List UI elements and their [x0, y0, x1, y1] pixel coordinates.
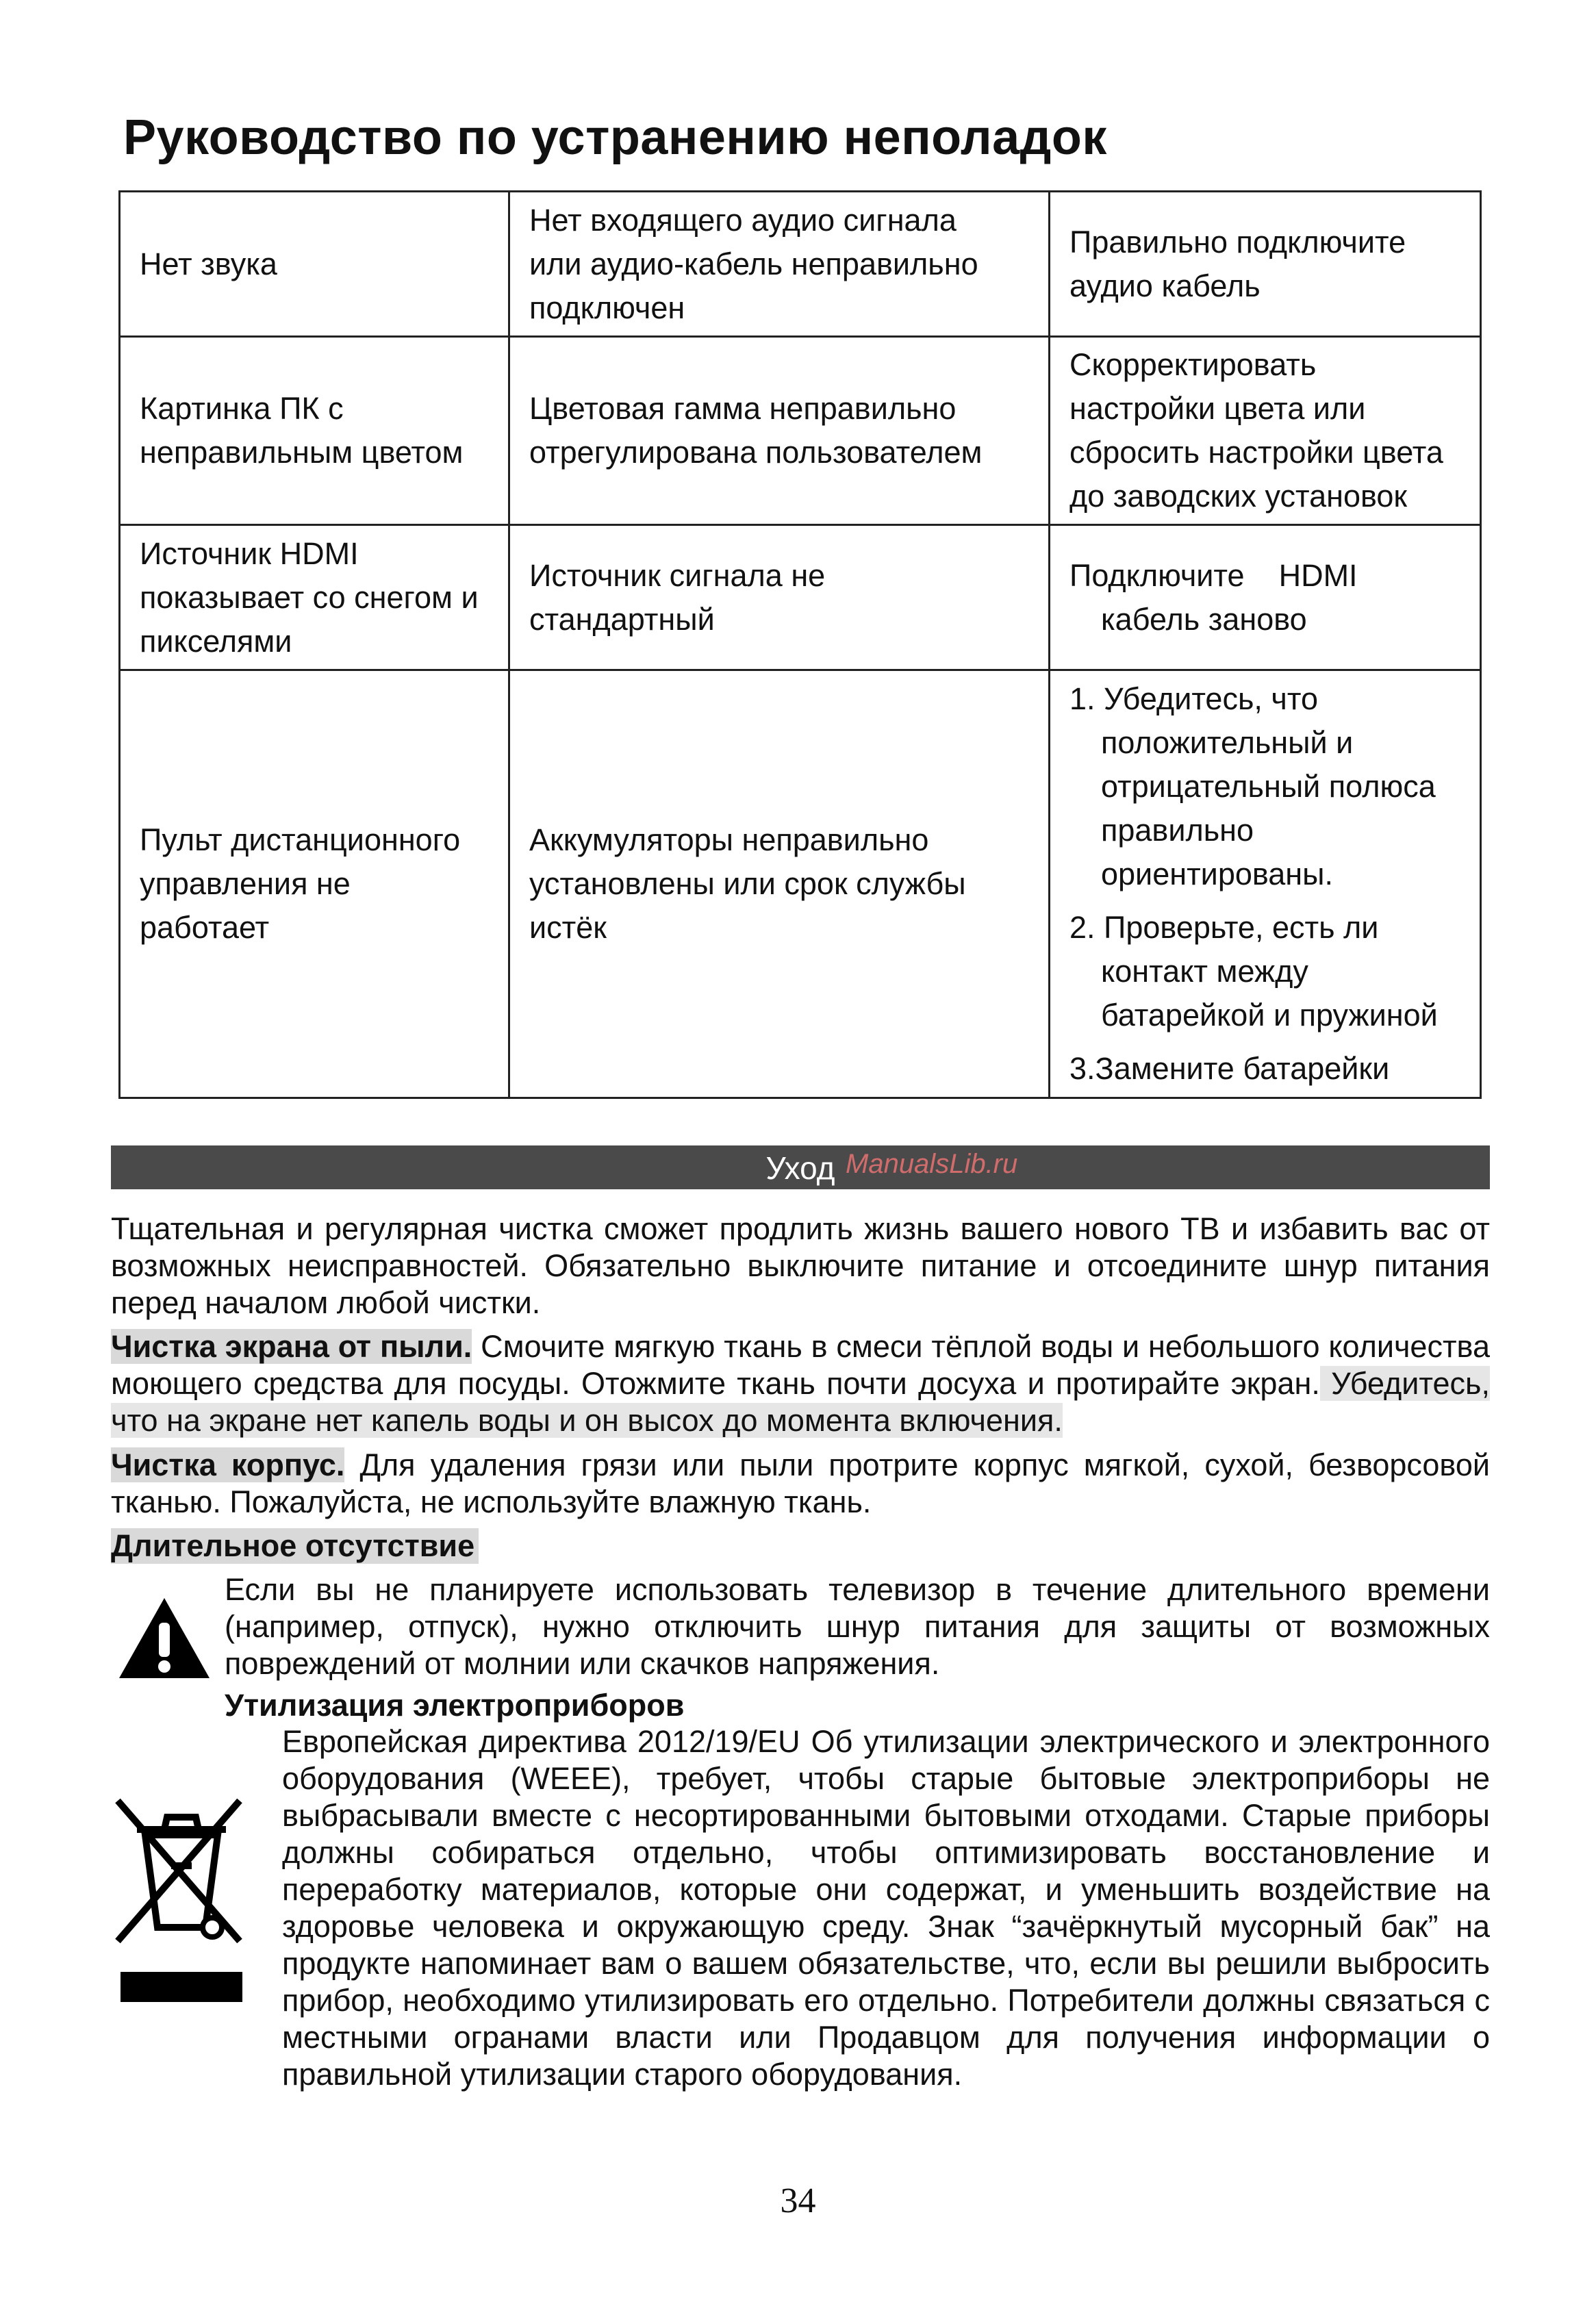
care-heading: Уход	[765, 1150, 835, 1186]
disposal-text: Европейская директива 2012/19/EU Об утилизации электрического и электронного оборудования (WEEE), требует, чтобы старые бытовые электроприборы не выбрасывали вместе с несортированными бытовыми отходами. Старые приборы должны собираться отдельно, чтобы оптимизировать восстановление и переработку материалов, которые они содержат, и уменьшить воздействие на здоровье человека и окружающую среду. Знак “зачёркнутый мусорный бак” на продукте напоминает вам о вашем обязательстве, что, если вы решили выбросить прибор, необходимо утилизировать его отдельно. Потребители должны связаться с местными огранами власти или Продавцом для получения информации о правильной утилизации старого оборудования.	[282, 1724, 1490, 2092]
absence-heading: Длительное отсутствие	[111, 1528, 479, 1564]
solution-cell: 1. Убедитесь, что положительный и отрицательный полюса правильно ориентированы. 2. Проверьте, есть ли контакт между батарейкой и пружиной 3.Замените батарейки	[1050, 670, 1481, 1098]
table-row	[120, 337, 1481, 525]
body-cleaning-paragraph: Чистка корпус. Для удаления грязи или пыли протрите корпус мягкой, сухой, безворсовой тканью. Пожалуйста, не используйте влажную ткань.	[111, 1447, 1490, 1519]
warning-icon	[116, 1595, 212, 1681]
troubleshooting-table	[118, 190, 1482, 1099]
problem-cell: Нет звука	[120, 192, 509, 337]
solution-cell: Скорректировать настройки цвета или сбросить настройки цвета до заводских установок	[1050, 337, 1481, 525]
care-section-header	[111, 1145, 1490, 1189]
table-row	[120, 192, 1481, 337]
solution-cell: Правильно подключите аудио кабель	[1050, 192, 1481, 337]
solution-cell: Подключите HDMI кабель заново	[1050, 525, 1481, 670]
care-intro: Тщательная и регулярная чистка сможет продлить жизнь вашего нового ТВ и избавить вас от возможных неисправностей. Обязательно выключите питание и отсоедините шнур питания перед началом любой чистки.	[111, 1211, 1490, 1320]
screen-cleaning-label: Чистка экрана от пыли.	[111, 1329, 472, 1364]
table-row	[120, 525, 1481, 670]
cause-cell: Аккумуляторы неправильно установлены или срок службы истёк	[509, 670, 1050, 1098]
cause-cell: Источник сигнала не стандартный	[509, 525, 1050, 670]
absence-text: Если вы не планируете использовать телевизор в течение длительного времени (например, отпуск), нужно отключить шнур питания для защиты от возможных повреждений от молнии или скачков напряжения.	[225, 1572, 1490, 1681]
table-row	[120, 670, 1481, 1098]
crossed-out-bin-icon	[110, 1787, 246, 1951]
problem-cell: Картинка ПК с неправильным цветом	[120, 337, 509, 525]
separate-collection-bar	[121, 1972, 242, 2002]
cause-cell: Нет входящего аудио сигнала или аудио-кабель неправильно подключен	[509, 192, 1050, 337]
page-title: Руководство по устранению неполадок	[123, 110, 1107, 165]
problem-cell: Пульт дистанционного управления не работает	[120, 670, 509, 1098]
problem-cell: Источник HDMI показывает со снегом и пикселями	[120, 525, 509, 670]
watermark: ManualsLib.ru	[846, 1149, 1018, 1179]
body-cleaning-label: Чистка корпус.	[111, 1447, 345, 1482]
disposal-heading: Утилизация электроприборов	[225, 1688, 685, 1723]
screen-cleaning-paragraph: Чистка экрана от пыли. Смочите мягкую ткань в смеси тёплой воды и небольшого количества моющего средства для посуды. Отожмите ткань почти досуха и протирайте экран. Убедитесь, что на экране нет капель воды и он высох до момента включения.	[111, 1329, 1490, 1438]
cause-cell: Цветовая гамма неправильно отрегулирована пользователем	[509, 337, 1050, 525]
page-number: 34	[780, 2181, 816, 2220]
